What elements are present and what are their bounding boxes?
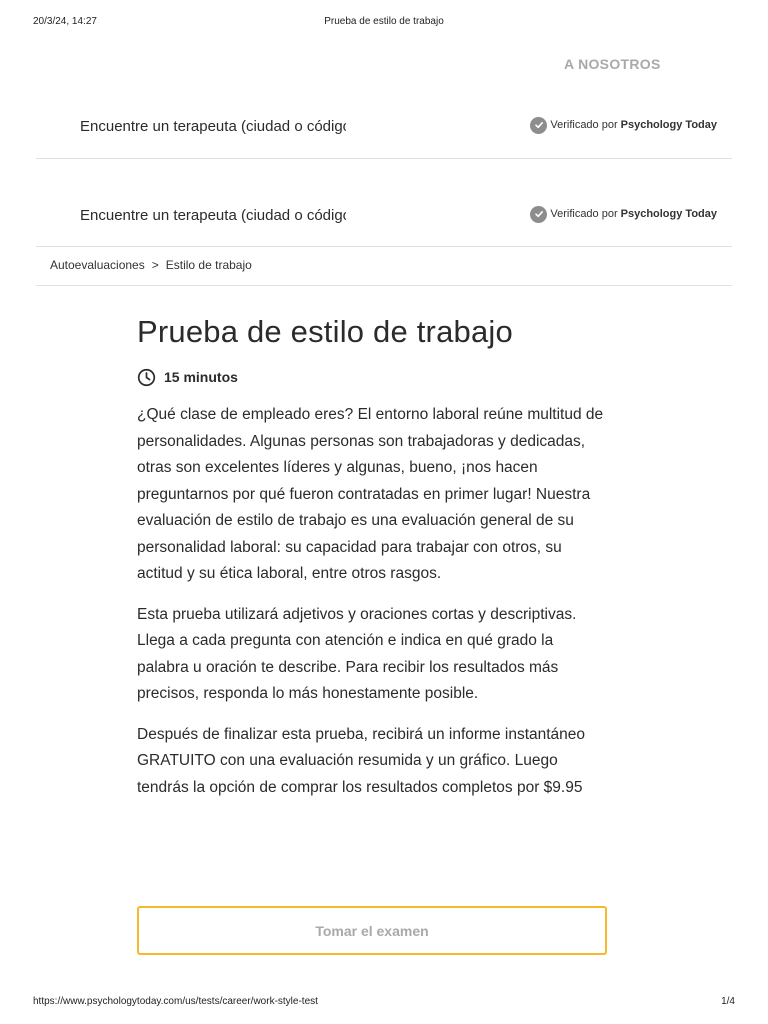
check-circle-icon [530,206,547,223]
therapist-search-bar [36,70,732,159]
test-duration [137,366,607,388]
breadcrumb-link-work-style[interactable]: Estilo de trabajo [165,258,252,272]
clock-icon [137,368,156,387]
therapist-search-input[interactable] [80,114,346,138]
test-intro [137,312,607,801]
check-circle-icon [530,117,547,134]
page-title: Prueba de estilo de trabajo [137,314,513,349]
breadcrumb-bar [36,246,732,286]
print-doc-title: Prueba de estilo de trabajo [324,16,444,27]
breadcrumb [50,258,252,272]
print-page-number: 1/4 [721,996,735,1007]
report-info-paragraph: Después de finalizar esta prueba, recibirá un informe instantáneo GRATUITO con una evaluación resumida y un gráfico. Luego tendrás la opción de comprar los resultados completos por $9.95 [137,725,586,796]
therapist-search-bar [36,158,732,247]
verified-prefix: Verificado por [550,119,618,131]
instructions-paragraph: Esta prueba utilizará adjetivos y oraciones cortas y descriptivas. Llega a cada pregunta con atención e indica en qué grado la palabra u oración te describe. Para recibir los resultados más precisos, responda lo más honestamente posible. [137,605,577,702]
print-header [33,16,735,30]
nav-about-link[interactable]: A NOSOTROS [564,56,661,72]
print-datetime: 20/3/24, 14:27 [33,16,97,27]
therapist-search-input[interactable] [80,203,346,227]
intro-paragraph: ¿Qué clase de empleado eres? El entorno laboral reúne multitud de personalidades. Algunas personas son trabajadoras y dedicadas, otras son excelentes líderes y algunas, bueno, ¡nos hacen preguntarnos por qué fueron contratadas en primer lugar! Nuestra evaluación de estilo de trabajo es una evaluación general de su personalidad laboral: su capacidad para trabajar con otros, su actitud y su ética laboral, entre otros rasgos. [137,406,604,582]
take-test-button[interactable]: Tomar el examen [137,906,607,955]
verified-brand: Psychology Today [620,119,717,131]
breadcrumb-link-self-assessments[interactable]: Autoevaluaciones [50,258,145,272]
verified-brand: Psychology Today [620,208,717,220]
verified-prefix: Verificado por [550,208,618,220]
verified-badge [530,205,717,223]
print-url: https://www.psychologytoday.com/us/tests/career/work-style-test [33,996,318,1007]
breadcrumb-separator: > [151,258,159,272]
print-footer [33,996,735,1010]
duration-label: 15 minutos [164,369,238,385]
verified-badge [530,116,717,134]
